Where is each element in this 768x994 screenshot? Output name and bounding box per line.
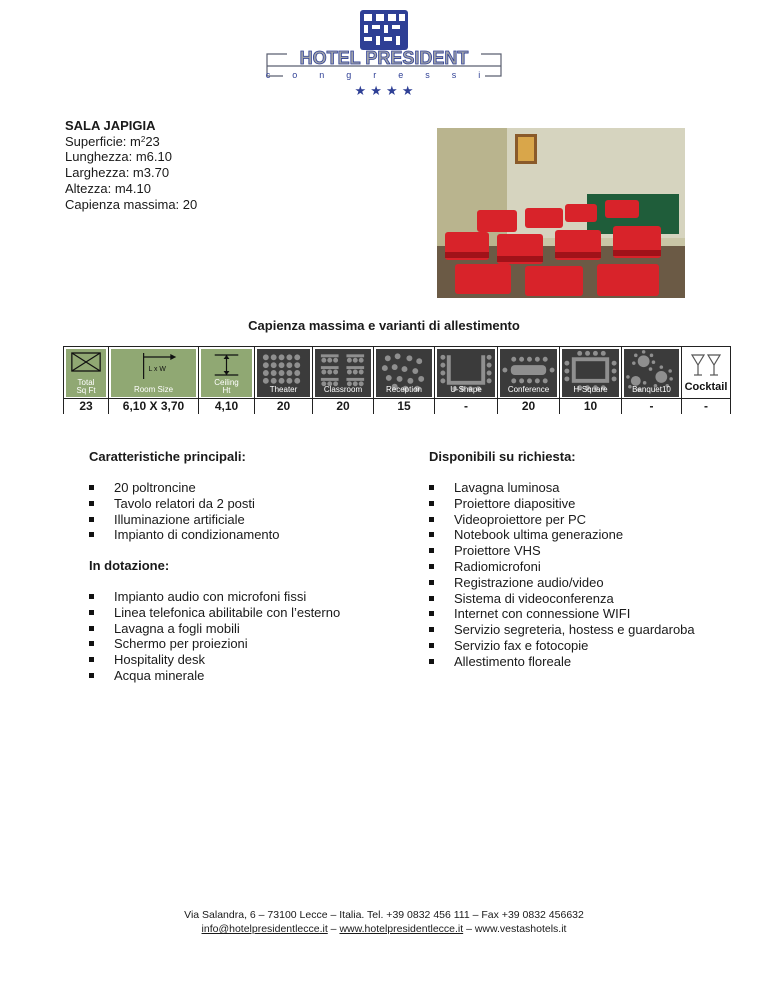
setup-col-theater bbox=[255, 347, 313, 413]
room-photo bbox=[437, 128, 685, 298]
hotel-logo bbox=[263, 8, 505, 100]
list-item: Hospitality desk bbox=[89, 652, 340, 668]
h-square-icon: H-Square bbox=[562, 349, 619, 397]
setup-col-ceiling-ht bbox=[199, 347, 255, 413]
equipment-list bbox=[89, 589, 340, 684]
setup-value-classroom: 20 bbox=[313, 398, 373, 414]
setup-value-total-sqft: 23 bbox=[64, 398, 108, 414]
on-request-list bbox=[429, 480, 695, 670]
list-item: Proiettore VHS bbox=[429, 543, 695, 559]
list-item: Impianto audio con microfoni fissi bbox=[89, 589, 340, 605]
list-item: Notebook ultima generazione bbox=[429, 527, 695, 543]
website-link[interactable]: www.hotelpresidentlecce.it bbox=[339, 923, 464, 935]
setup-col-reception bbox=[374, 347, 435, 413]
list-item: Servizio fax e fotocopie bbox=[429, 638, 695, 654]
u-shape-icon: U-Shape bbox=[437, 349, 495, 397]
svg-text:HOTEL PRESIDENT: HOTEL PRESIDENT bbox=[299, 48, 469, 68]
setup-col-h-square bbox=[560, 347, 622, 413]
list-item: Linea telefonica abilitabile con l’esterno bbox=[89, 605, 340, 621]
setup-value-room-size: 6,10 X 3,70 bbox=[109, 398, 198, 414]
list-item: Tavolo relatori da 2 posti bbox=[89, 496, 280, 512]
svg-text:congressi: congressi bbox=[265, 70, 503, 80]
list-item: Acqua minerale bbox=[89, 668, 340, 684]
list-item: Lavagna a fogli mobili bbox=[89, 621, 340, 637]
footer bbox=[0, 908, 768, 936]
list-item: Radiomicrofoni bbox=[429, 559, 695, 575]
room-capacity: Capienza massima: 20 bbox=[65, 196, 198, 212]
room-size-icon: L x W Room Size bbox=[111, 349, 196, 397]
list-item: Illuminazione artificiale bbox=[89, 512, 280, 528]
capacity-title: Capienza massima e varianti di allestimento bbox=[248, 318, 520, 333]
email-link[interactable]: info@hotelpresidentlecce.it bbox=[201, 923, 328, 935]
list-item: Impianto di condizionamento bbox=[89, 527, 280, 543]
setup-value-banquet: - bbox=[622, 398, 681, 414]
theater-icon: Theater bbox=[257, 349, 310, 397]
setup-col-banquet bbox=[622, 347, 682, 413]
svg-text:L x W: L x W bbox=[148, 365, 166, 374]
reception-icon: Reception bbox=[376, 349, 432, 397]
footer-address: Via Salandra, 6 – 73100 Lecce – Italia. Tel. +39 0832 456 111 – Fax +39 0832 456632 bbox=[184, 909, 584, 921]
conference-icon: Conference bbox=[500, 349, 557, 397]
list-item: Schermo per proiezioni bbox=[89, 636, 340, 652]
setup-col-cocktail bbox=[682, 347, 730, 413]
room-length: Lunghezza: m6.10 bbox=[65, 149, 172, 165]
setup-value-reception: 15 bbox=[374, 398, 434, 414]
list-item: Internet con connessione WIFI bbox=[429, 606, 695, 622]
setup-col-classroom bbox=[313, 347, 374, 413]
setup-value-cocktail: - bbox=[682, 398, 730, 414]
setup-col-conference bbox=[498, 347, 560, 413]
list-item: Servizio segreteria, hostess e guardaroba bbox=[429, 622, 695, 638]
classroom-icon: Classroom bbox=[315, 349, 371, 397]
svg-text:★ ★ ★ ★: ★ ★ ★ ★ bbox=[354, 84, 414, 99]
list-item: Proiettore diapositive bbox=[429, 496, 695, 512]
room-width: Larghezza: m3.70 bbox=[65, 165, 170, 181]
equipment-title: In dotazione: bbox=[89, 558, 170, 573]
room-surface: Superficie: $m^223$ bbox=[65, 133, 160, 149]
features-title: Caratteristiche principali: bbox=[89, 449, 246, 464]
total-sqft-icon: Total Sq Ft bbox=[66, 349, 106, 397]
setup-col-u-shape bbox=[435, 347, 498, 413]
hotel-president-logo-mark bbox=[263, 8, 505, 100]
room-height: Altezza: m4.10 bbox=[65, 180, 151, 196]
list-item: 20 poltroncine bbox=[89, 480, 280, 496]
list-item: Lavagna luminosa bbox=[429, 480, 695, 496]
list-item: Allestimento floreale bbox=[429, 654, 695, 670]
setup-value-theater: 20 bbox=[255, 398, 312, 414]
on-request-title: Disponibili su richiesta: bbox=[429, 449, 576, 464]
setup-value-ceiling-ht: 4,10 bbox=[199, 398, 254, 414]
setup-col-room-size bbox=[109, 347, 199, 413]
setup-table bbox=[63, 346, 731, 414]
banquet-icon: Banquet10 bbox=[624, 349, 679, 397]
room-info bbox=[65, 118, 197, 212]
setup-value-conference: 20 bbox=[498, 398, 559, 414]
list-item: Videoproiettore per PC bbox=[429, 512, 695, 528]
setup-value-h-square: 10 bbox=[560, 398, 621, 414]
setup-value-u-shape: - bbox=[435, 398, 497, 414]
list-item: Registrazione audio/video bbox=[429, 575, 695, 591]
features-list bbox=[89, 480, 280, 543]
room-title: SALA JAPIGIA bbox=[65, 118, 156, 133]
cocktail-icon: Cocktail bbox=[684, 349, 728, 397]
list-item: Sistema di videoconferenza bbox=[429, 591, 695, 607]
ceiling-height-icon: Ceiling Ht bbox=[201, 349, 252, 397]
footer-links: info@hotelpresidentlecce.it – www.hotelpresidentlecce.it – www.vestashotels.it bbox=[201, 923, 567, 935]
setup-col-total-sqft bbox=[64, 347, 109, 413]
